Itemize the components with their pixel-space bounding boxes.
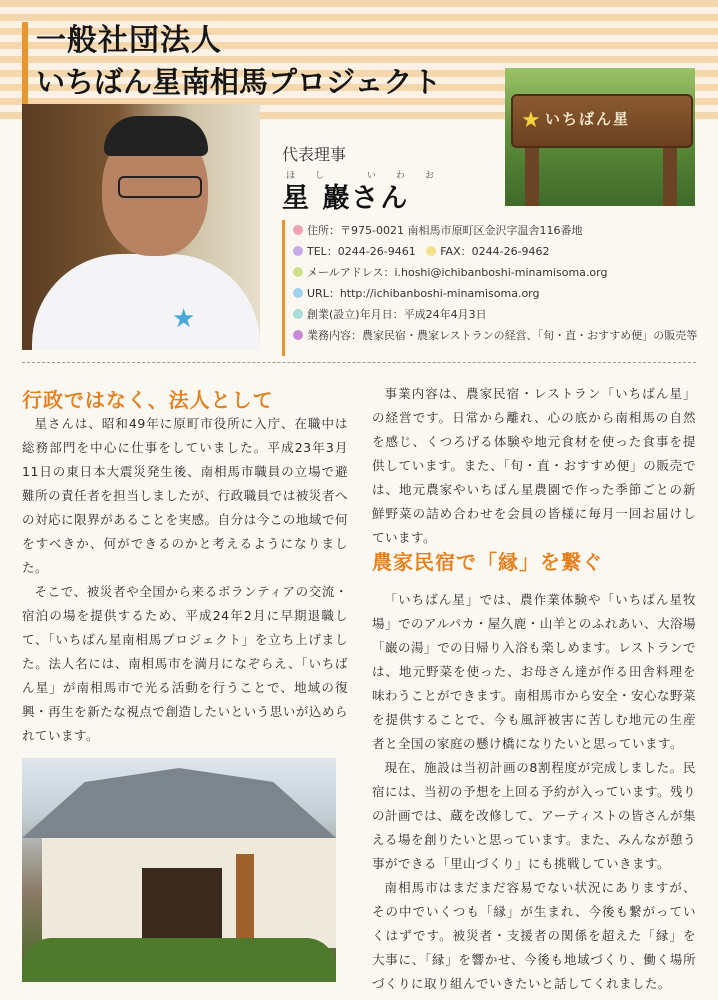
section-divider xyxy=(22,362,696,363)
title-line-2: いちばん星南相馬プロジェクト xyxy=(36,65,442,99)
page-title xyxy=(36,22,441,104)
info-accent-bar xyxy=(282,220,285,356)
person-glasses xyxy=(118,176,202,198)
garden-bushes xyxy=(22,938,336,982)
sign-text: いちばん星 xyxy=(545,110,631,128)
section2-paragraph-2: 現在、施設は当初計画の8割程度が完成しました。民宿には、当初の予想を上回る予約が入っています。残りの計画では、蔵を改修して、アーティストの皆さんが集える場を創りたいと思っています。また、みんなが憩う事ができる「里山づくり」にも挑戦していきます。 xyxy=(372,760,697,871)
bullet-icon xyxy=(293,246,303,256)
representative-photo xyxy=(22,104,260,350)
section2-paragraph-1: 「いちばん星」では、農作業体験や「いちばん星牧場」でのアルパカ・屋久鹿・山羊とのふれあい、大浴場「巌の湯」での日帰り入浴も楽しめます。レストランでは、地元野菜を使った、お母さん達が作る田舎料理を味わうことができます。南相馬市から安全・安心な野菜を提供することで、今も風評被害に苦しむ地元の生産者と全国の家庭の懸け橋になりたいと思っています。 xyxy=(372,592,697,751)
fax-text: FAX：0244-26-9462 xyxy=(440,245,550,258)
shirt-star-logo-icon: ★ xyxy=(172,304,196,334)
tel-text: TEL：0244-26-9461 xyxy=(307,245,416,258)
business-text: 業務内容：農家民宿・農家レストランの経営、「旬・直・おすすめ便」の販売等 xyxy=(307,329,698,342)
bullet-icon xyxy=(293,288,303,298)
section1-paragraph-3: 事業内容は、農家民宿・レストラン「いちばん星」の経営です。日常から離れ、心の底から南相馬の自然を感じ、くつろげる体験や地元食材を使った食事を提供しています。また、「旬・直・おすすめ便」の販売では、地元農家やいちばん星農園で作った季節ごとの新鮮野菜の詰め合わせを会員の皆様に毎月一回お届けしています。 xyxy=(372,386,696,545)
section2-paragraph-3: 南相馬市はまだまだ容易でない状況にありますが、その中でいくつも「縁」が生まれ、今後も繋がっていくはずです。被災者・支援者の関係を超えた「縁」を大事に、「縁」を響かせ、今後も地域づくり、働く場所づくりに取り組んでいきたいと話してくれました。 xyxy=(372,880,696,991)
section1-paragraph-1: 星さんは、昭和49年に原町市役所に入庁、在職中は総務部門を中心に仕事をしていました。平成23年3月11日の東日本大震災発生後、南相馬市職員の立場で避難所の責任者を担当しましたが、行政職員では被災者への対応に限界があることを実感。自分は今この地域で何をすべきか、何ができるのかと考えるようになりました。 xyxy=(22,416,348,575)
address-row xyxy=(293,220,697,241)
section1-heading: 行政ではなく、法人として xyxy=(22,388,274,412)
section1-paragraph-2: そこで、被災者や全国から来るボランティアの交流・宿泊の場を提供するため、平成24年2月に早期退職して、「いちばん星南相馬プロジェクト」を立ち上げました。法人名には、南相馬市を満月になぞらえ、「いちばん星」が南相馬市で光る活動を行うことで、地域の復興・再生を新たな視点で創造したいという思いが込められています。 xyxy=(22,584,348,743)
bullet-icon xyxy=(293,225,303,235)
star-icon: ★ xyxy=(521,108,541,133)
person-hair xyxy=(104,116,208,156)
phone-row xyxy=(293,241,697,262)
section2-column xyxy=(372,588,696,996)
section2-heading: 農家民宿で「縁」を繋ぐ xyxy=(372,550,603,574)
title-accent-bar xyxy=(22,22,28,106)
section1-right-column xyxy=(372,382,696,550)
bullet-icon xyxy=(293,267,303,277)
representative-name: 星 巖さん xyxy=(282,183,410,214)
founded-text: 創業(設立)年月日：平成24年4月3日 xyxy=(307,308,487,321)
representative-role: 代表理事 xyxy=(282,145,347,164)
email-text: メールアドレス：i.hoshi@ichibanboshi-minamisoma.org xyxy=(307,266,608,279)
title-line-1: 一般社団法人 xyxy=(36,23,222,58)
house-roof xyxy=(22,768,336,838)
business-row xyxy=(293,325,697,346)
founded-row xyxy=(293,304,697,325)
url-row xyxy=(293,283,697,304)
email-row xyxy=(293,262,697,283)
house-entrance xyxy=(142,868,222,948)
contact-info xyxy=(293,220,697,346)
house-signboard xyxy=(236,854,254,946)
sign-board xyxy=(511,94,693,148)
bullet-icon xyxy=(293,309,303,319)
address-text: 住所：〒975-0021 南相馬市原町区金沢字温舎116番地 xyxy=(307,224,583,237)
signboard-photo xyxy=(505,68,695,206)
bullet-icon xyxy=(426,246,436,256)
person-shirt xyxy=(32,254,260,350)
farmhouse-photo xyxy=(22,758,336,982)
representative-name-ruby: ほし いわお xyxy=(286,171,454,181)
url-text: URL：http://ichibanboshi-minamisoma.org xyxy=(307,287,540,300)
bullet-icon xyxy=(293,330,303,340)
section1-left-column xyxy=(22,412,348,748)
